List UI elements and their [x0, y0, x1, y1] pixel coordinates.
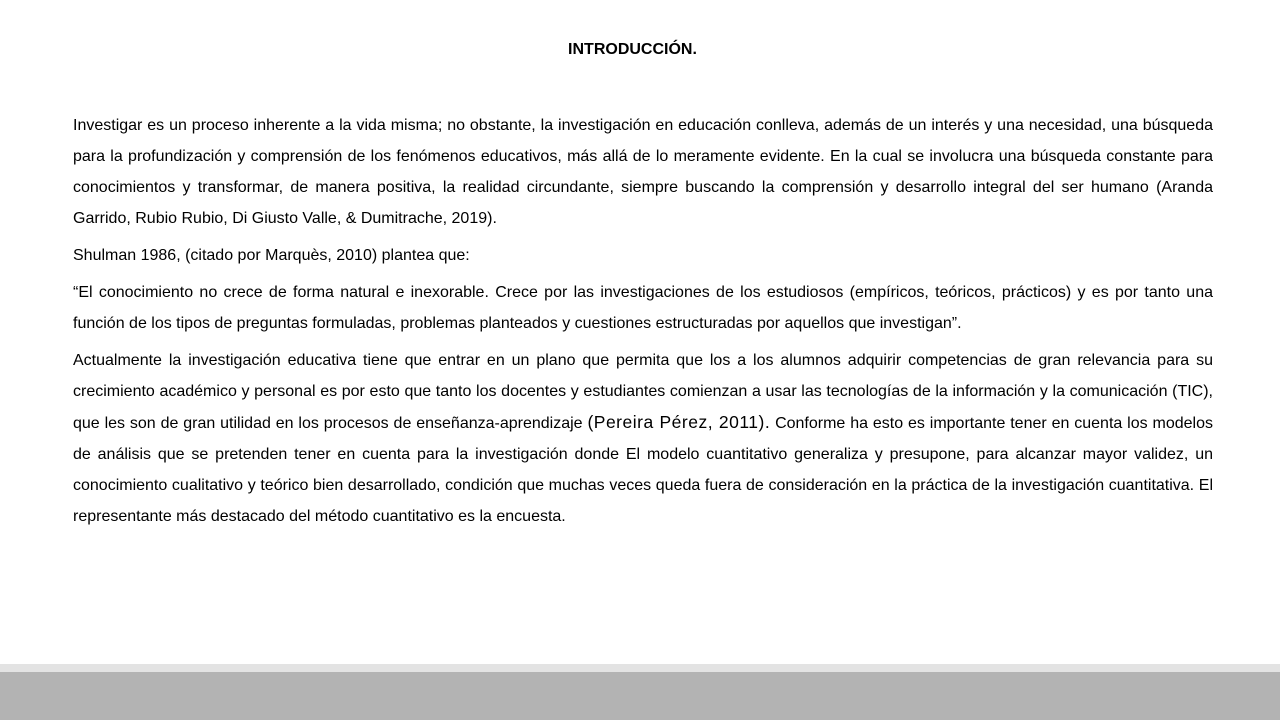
paragraph-actualmente: [73, 345, 1213, 532]
footer-band-light: [0, 664, 1280, 672]
paragraph-quote: “El conocimiento no crece de forma natural e inexorable. Crece por las investigaciones de los estudiosos (empíricos, teóricos, prácticos) y es por tanto una función de los tipos de preguntas formuladas, problemas planteados y cuestiones estructuradas por aquellos que investigan”.: [73, 284, 1213, 332]
paragraph-text-part: Conforme ha esto es importante tener en cuenta los modelos de análisis que se pretenden tener en cuenta para la investigación donde El modelo cuantitativo generaliza y presupone, para alcanzar mayor validez, un conocimiento cualitativo y teórico bien desarrollado, condición que muchas veces queda fuera de consideración en la práctica de la investigación cuantitativa. El representante más destacado del método cuantitativo es la encuesta.: [73, 415, 1213, 525]
body-text: [73, 110, 1213, 538]
citation: (Pereira Pérez, 2011).: [587, 412, 771, 432]
paragraph-intro: Investigar es un proceso inherente a la vida misma; no obstante, la investigación en educación conlleva, además de un interés y una necesidad, una búsqueda para la profundización y comprensión de los fenómenos educativos, más allá de lo meramente evidente. En la cual se involucra una búsqueda constante para conocimientos y transformar, de manera positiva, la realidad circundante, siempre buscando la comprensión y desarrollo integral del ser humano (Aranda Garrido, Rubio Rubio, Di Giusto Valle, & Dumitrache, 2019).: [73, 117, 1213, 227]
paragraph-text-part: Actualmente la investigación educativa tiene que entrar en un plano que permita que los a los alumnos adquirir competencias de gran relevancia para su crecimiento académico y personal es por esto que tanto los docentes y estudiantes comienzan a usar las tecnologías de la información y la comunicación (TIC), que les son de gran utilidad en los procesos de enseñanza-aprendizaje: [73, 352, 1213, 432]
page-title: INTRODUCCIÓN.: [568, 41, 697, 58]
paragraph-shulman: Shulman 1986, (citado por Marquès, 2010) plantea que:: [73, 247, 470, 264]
footer-band-dark: [0, 672, 1280, 720]
